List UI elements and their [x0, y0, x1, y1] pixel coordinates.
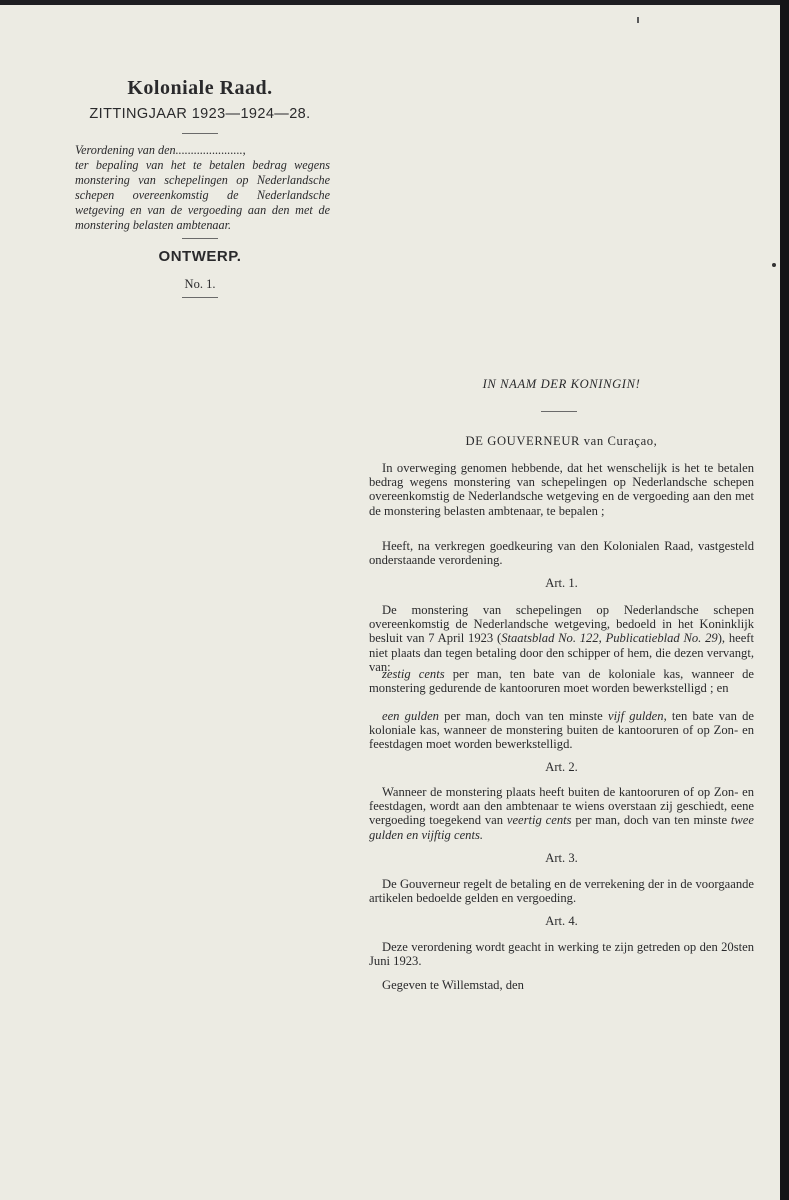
art2-heading: Art. 2.: [545, 760, 578, 774]
art1-heading: Art. 1.: [545, 576, 578, 590]
council-title: Koloniale Raad.: [127, 77, 273, 99]
divider: [182, 133, 218, 134]
art1-intro-end: ), heeft niet plaats dan tegen betaling door den schipper of hem, die dezen vervangt, van:: [369, 631, 754, 674]
art2-text-mid: per man, doch van ten minste: [571, 813, 731, 828]
art1-intro-text: De monstering van schepelingen op Nederlandsche schepen overeenkomstig de Nederlandsche wetgeving, bedoeld in het Koninklijk besluit van 7 April 1923 (: [369, 603, 754, 646]
art4-paragraph: Deze verordening wordt geacht in werking te zijn getreden op den 20sten Juni 1923.: [369, 940, 754, 969]
art1-b-text: per man, doch van ten minste: [438, 709, 608, 723]
description-line1: Verordening van den......................,: [75, 143, 246, 157]
art3-paragraph: De Gouverneur regelt de betaling en de verrekening der in de voorgaande artikelen bedoelde gelden en vergoeding.: [369, 877, 754, 906]
art2-minimum: twee gulden en vijftig cents.: [369, 813, 754, 842]
divider: [541, 411, 577, 412]
invocation: IN NAAM DER KONINGIN!: [482, 377, 641, 391]
given-line: Gegeven te Willemstad, den: [382, 978, 524, 992]
art2-amount: veertig cents: [506, 813, 572, 828]
art1-item-b: [369, 709, 754, 752]
art1-b-text-end: , ten bate van de koloniale kas, wanneer de monstering buiten de kantooruren of op Zon- en feestdagen moet worden bewerkstelligd.: [369, 709, 754, 752]
art1-b-minimum: vijf gulden: [607, 709, 664, 723]
ordinance-description: [75, 143, 330, 233]
art1-intro: [369, 603, 754, 674]
art3-heading: Art. 3.: [545, 851, 578, 865]
art1-b-amount: een gulden: [382, 709, 439, 723]
considering-paragraph: In overweging genomen hebbende, dat het wenschelijk is het te betalen bedrag wegens monstering van schepelingen op Nederlandsche schepen overeenkomstig de Nederlandsche wetgeving en de vergoeding aan den met de monstering belasten ambtenaar, te bepalen ;: [369, 461, 754, 518]
page-edge: [780, 0, 789, 1200]
governor-line: DE GOUVERNEUR van Curaçao,: [465, 434, 658, 448]
art2-text: Wanneer de monstering plaats heeft buiten de kantooruren of op Zon- en feestdagen, wordt aan den ambtenaar te wiens overstaan zij geschiedt, eene vergoeding toegekend van: [369, 785, 754, 828]
ink-mark: [637, 17, 639, 23]
draft-number: No. 1.: [184, 277, 216, 291]
art4-heading: Art. 4.: [545, 914, 578, 928]
divider: [182, 297, 218, 298]
art1-a-amount: zestig cents: [382, 667, 445, 681]
divider: [182, 238, 218, 239]
art2-paragraph: [369, 785, 754, 842]
document-page: [0, 5, 780, 1200]
art1-a-text: per man, ten bate van de koloniale kas, wanneer de monstering gedurende de kantooruren moet worden bewerkstelligd ; en: [369, 667, 754, 696]
art1-item-a: [369, 667, 754, 695]
description-body: ter bepaling van het te betalen bedrag wegens monstering van schepelingen op Nederlandsche schepen overeenkomstig de Nederlandsche wetgeving en van de vergoeding aan den met de monstering belasten ambtenaar.: [75, 158, 330, 232]
art1-reference: Staatsblad No. 122, Publicatieblad No. 29: [501, 631, 718, 646]
punch-dot: [772, 263, 776, 267]
draft-label: ONTWERP.: [158, 248, 242, 265]
approval-paragraph: Heeft, na verkregen goedkeuring van den Kolonialen Raad, vastgesteld onderstaande verordening.: [369, 539, 754, 568]
session-year: ZITTINGJAAR 1923—1924—28.: [89, 106, 311, 122]
